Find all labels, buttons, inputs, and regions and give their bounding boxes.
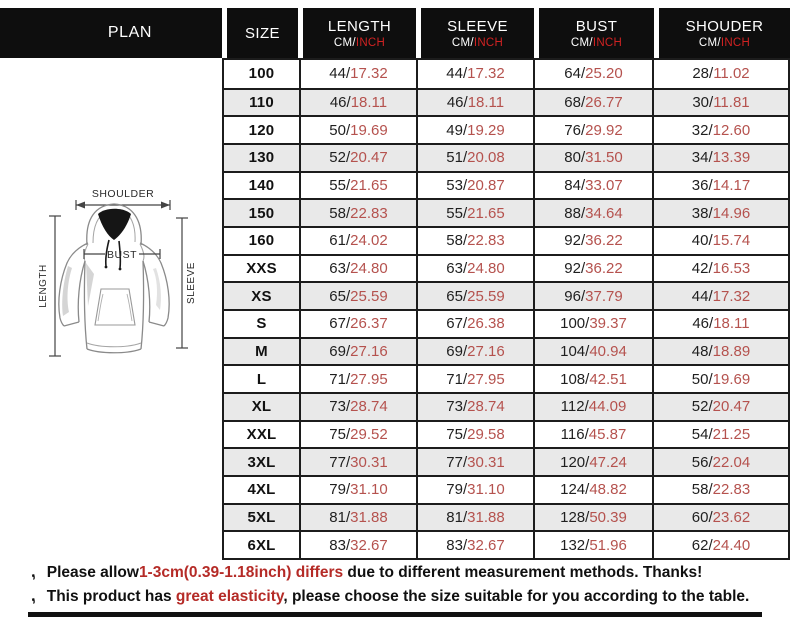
header-length <box>298 8 416 58</box>
inch-value: 26.77 <box>585 93 623 111</box>
inch-value: 20.08 <box>467 149 505 167</box>
cm-value: 75/ <box>446 425 468 443</box>
bust-unit <box>571 37 622 49</box>
cm-value: 92/ <box>564 259 586 277</box>
inch-value: 32.67 <box>350 536 388 554</box>
measurement-cell <box>416 364 533 392</box>
header-size <box>222 8 298 58</box>
measurement-cell <box>416 226 533 254</box>
measurement-cell <box>299 392 416 420</box>
inch-value: 14.17 <box>712 176 751 194</box>
inch-value: 22.83 <box>350 204 388 222</box>
cm-value: 28/ <box>692 65 714 83</box>
cm-value: 46/ <box>446 93 468 111</box>
size-cell: 150 <box>224 198 299 226</box>
shoulder-label: SHOUDER <box>685 17 764 35</box>
inch-value: 37.79 <box>585 287 623 305</box>
inch-value: 47.24 <box>589 453 627 471</box>
inch-value: 33.07 <box>585 176 623 194</box>
size-cell: 120 <box>224 115 299 143</box>
inch-value: 30.31 <box>350 453 388 471</box>
cm-value: 58/ <box>446 232 468 250</box>
measurement-cell <box>533 447 652 475</box>
measurement-cell <box>299 309 416 337</box>
note-text: This product has <box>46 588 176 605</box>
measurement-cell <box>299 143 416 171</box>
inch-value: 25.59 <box>350 287 388 305</box>
inch-value: 19.69 <box>712 370 751 388</box>
cm-value: 42/ <box>691 259 713 277</box>
cm-value: 48/ <box>691 342 713 360</box>
inch-value: 17.32 <box>350 65 388 83</box>
header-shoulder <box>654 8 790 58</box>
cm-value: 100/ <box>560 315 590 333</box>
shoulder-dim-label: SHOULDER <box>91 188 155 200</box>
measurement-cell <box>416 475 533 503</box>
measurement-cell <box>533 392 652 420</box>
measurement-cell <box>299 226 416 254</box>
inch-value: 26.37 <box>350 315 388 333</box>
inch-value: 20.47 <box>712 398 751 416</box>
cm-value: 83/ <box>329 536 351 554</box>
inch-value: 21.65 <box>350 176 388 194</box>
inch-value: 31.10 <box>467 481 505 499</box>
inch-value: 14.96 <box>712 204 751 222</box>
cm-value: 77/ <box>446 453 468 471</box>
inch-value: 27.95 <box>350 370 388 388</box>
inch-value: 15.74 <box>712 232 751 250</box>
cm-value: 49/ <box>446 121 468 139</box>
inch-value: 34.64 <box>585 204 623 222</box>
cm-value: 120/ <box>560 453 590 471</box>
measurement-cell <box>652 309 788 337</box>
inch-value: 48.82 <box>589 481 627 499</box>
measurement-cell <box>533 309 652 337</box>
size-cell: 5XL <box>224 503 299 531</box>
inch-value: 42.51 <box>589 370 627 388</box>
cm-value: 81/ <box>329 508 351 526</box>
cm-value: 77/ <box>329 453 351 471</box>
note-text: Please allow <box>46 564 139 581</box>
inch-value: 26.38 <box>467 315 505 333</box>
sleeve-unit <box>452 37 503 49</box>
measurement-cell <box>652 392 788 420</box>
measurement-cell <box>416 281 533 309</box>
inch-value: 22.04 <box>712 453 751 471</box>
cm-value: 75/ <box>329 425 351 443</box>
cm-value: 36/ <box>691 176 713 194</box>
measurement-cell <box>416 392 533 420</box>
note-text: , please choose the size suitable for you according to the table. <box>283 588 750 605</box>
measurement-cell <box>416 88 533 116</box>
inch-value: 21.25 <box>712 425 751 443</box>
measurement-cell <box>652 364 788 392</box>
size-cell: S <box>224 309 299 337</box>
cm-value: 56/ <box>691 453 713 471</box>
measurement-cell <box>416 60 533 88</box>
inch-value: 20.87 <box>467 176 505 194</box>
cm-value: 68/ <box>564 93 586 111</box>
measurement-cell <box>533 475 652 503</box>
inch-value: 21.65 <box>467 204 505 222</box>
cm-value: 58/ <box>329 204 351 222</box>
measurement-cell <box>299 88 416 116</box>
inch-value: 24.40 <box>712 536 751 554</box>
inch-value: 24.80 <box>467 259 505 277</box>
measurement-cell <box>299 420 416 448</box>
inch-value: 31.88 <box>467 508 505 526</box>
measurement-cell <box>652 503 788 531</box>
note-line <box>30 584 774 608</box>
measurement-cell <box>299 337 416 365</box>
cm-value: 69/ <box>329 342 351 360</box>
cm-value: 88/ <box>564 204 586 222</box>
measurement-cell <box>533 281 652 309</box>
measurement-cell <box>652 60 788 88</box>
measurement-cell <box>299 171 416 199</box>
cm-value: 46/ <box>692 315 714 333</box>
inch-value: 22.83 <box>467 232 505 250</box>
inch-value: 18.11 <box>713 315 750 333</box>
cm-value: 76/ <box>564 121 586 139</box>
cm-value: 52/ <box>329 149 351 167</box>
inch-value: 27.16 <box>350 342 388 360</box>
shoulder-unit <box>699 37 750 49</box>
note-bullet: , <box>28 561 37 582</box>
cm-value: 73/ <box>329 398 351 416</box>
measurement-cell <box>299 530 416 558</box>
size-cell: M <box>224 337 299 365</box>
cm-value: 84/ <box>564 176 586 194</box>
cm-value: 65/ <box>446 287 468 305</box>
measurement-cell <box>299 254 416 282</box>
size-cell: 160 <box>224 226 299 254</box>
cm-value: 62/ <box>691 536 713 554</box>
cm-value: 55/ <box>446 204 468 222</box>
measurement-cell <box>652 447 788 475</box>
size-cell: 3XL <box>224 447 299 475</box>
size-cell: XS <box>224 281 299 309</box>
hoodie-illustration <box>0 58 222 560</box>
measurement-cell <box>299 364 416 392</box>
measurement-cell <box>416 337 533 365</box>
notes <box>30 560 774 608</box>
sleeve-dim-label: SLEEVE <box>186 262 197 304</box>
inch-value: 24.02 <box>350 232 388 250</box>
header-bust <box>534 8 654 58</box>
cm-value: 63/ <box>446 259 468 277</box>
cm-value: 32/ <box>691 121 713 139</box>
cm-value: 71/ <box>446 370 468 388</box>
cm-value: 54/ <box>691 425 713 443</box>
header-sleeve <box>416 8 534 58</box>
note-line <box>30 560 774 584</box>
cm-value: 132/ <box>560 536 590 554</box>
cm-value: 81/ <box>446 508 468 526</box>
inch-value: 23.62 <box>712 508 751 526</box>
inch-value: 30.31 <box>467 453 505 471</box>
inch-value: 19.29 <box>467 121 505 139</box>
cm-value: 40/ <box>691 232 713 250</box>
size-cell: 140 <box>224 171 299 199</box>
measurement-cell <box>533 171 652 199</box>
cm-value: 44/ <box>329 65 351 83</box>
cm-value: 38/ <box>691 204 713 222</box>
inch-value: 19.69 <box>350 121 388 139</box>
header-plan <box>0 8 222 58</box>
measurement-cell <box>533 226 652 254</box>
measurement-cell <box>652 475 788 503</box>
cm-value: 124/ <box>560 481 590 499</box>
measurement-cell <box>533 88 652 116</box>
inch-value: 29.58 <box>467 425 505 443</box>
size-cell: 110 <box>224 88 299 116</box>
inch-value: 31.88 <box>350 508 388 526</box>
measurement-cell <box>533 337 652 365</box>
measurement-cell <box>416 198 533 226</box>
note-bullet: , <box>28 585 37 606</box>
length-unit <box>334 37 385 49</box>
length-label: LENGTH <box>327 17 392 35</box>
inch-value: 18.11 <box>350 93 388 111</box>
inch-value: 39.37 <box>589 315 627 333</box>
measurement-cell <box>652 115 788 143</box>
cm-value: 116/ <box>560 425 589 443</box>
measurement-cell <box>652 281 788 309</box>
bust-label: BUST <box>575 17 618 35</box>
inch-value: 25.59 <box>467 287 505 305</box>
size-cell: 6XL <box>224 530 299 558</box>
cm-value: 108/ <box>560 370 590 388</box>
cm-value: 92/ <box>564 232 586 250</box>
measurement-cell <box>416 171 533 199</box>
note-text: great elasticity <box>175 588 284 605</box>
size-cell: 4XL <box>224 475 299 503</box>
inch-value: 28.74 <box>467 398 505 416</box>
cm-value: 53/ <box>446 176 468 194</box>
measurement-cell <box>652 226 788 254</box>
inch-value: 17.32 <box>712 287 751 305</box>
measurement-cell <box>533 420 652 448</box>
cm-value: 79/ <box>446 481 468 499</box>
measurement-cell <box>652 420 788 448</box>
inch-value: 29.52 <box>350 425 388 443</box>
cm-value: 55/ <box>329 176 351 194</box>
cm-value: 128/ <box>560 508 590 526</box>
cm-value: 50/ <box>329 121 351 139</box>
measurement-cell <box>416 420 533 448</box>
inch-value: 16.53 <box>712 259 751 277</box>
measurement-cell <box>299 281 416 309</box>
measurement-cell <box>652 143 788 171</box>
measurement-cell <box>533 364 652 392</box>
unit-cm: CM/ <box>698 36 721 49</box>
cm-value: 67/ <box>329 315 351 333</box>
inch-value: 11.81 <box>713 93 750 111</box>
size-cell: 100 <box>248 65 275 83</box>
size-label: SIZE <box>245 24 280 42</box>
cm-value: 58/ <box>691 481 713 499</box>
measurement-cell <box>416 447 533 475</box>
cm-value: 64/ <box>564 65 586 83</box>
measurement-cell <box>416 309 533 337</box>
inch-value: 17.32 <box>467 65 505 83</box>
inch-value: 45.87 <box>588 425 627 443</box>
length-dim-label: LENGTH <box>38 264 49 308</box>
inch-value: 31.50 <box>585 149 623 167</box>
measurement-cell <box>299 447 416 475</box>
measurement-cell <box>416 115 533 143</box>
size-cell: XXS <box>224 254 299 282</box>
bust-dim-label: BUST <box>106 249 138 261</box>
cm-value: 112/ <box>560 398 589 416</box>
cm-value: 67/ <box>446 315 468 333</box>
measurement-cell <box>416 503 533 531</box>
measurement-cell <box>652 88 788 116</box>
table-header <box>0 8 790 58</box>
inch-value: 22.83 <box>712 481 751 499</box>
cm-value: 44/ <box>691 287 713 305</box>
cm-value: 52/ <box>691 398 713 416</box>
size-cell: XL <box>224 392 299 420</box>
inch-value: 36.22 <box>585 232 623 250</box>
measurement-cell <box>652 530 788 558</box>
measurement-cell <box>533 503 652 531</box>
note-text: 1-3cm(0.39-1.18inch) differs <box>138 564 344 581</box>
cm-value: 44/ <box>446 65 468 83</box>
measurement-cell <box>533 115 652 143</box>
inch-value: 27.16 <box>467 342 505 360</box>
unit-cm: CM/ <box>570 36 593 49</box>
cm-value: 104/ <box>560 342 590 360</box>
inch-value: 36.22 <box>585 259 623 277</box>
cm-value: 61/ <box>329 232 351 250</box>
cm-value: 96/ <box>564 287 586 305</box>
note-text: due to different measurement methods. Thanks! <box>343 564 703 581</box>
cm-value: 46/ <box>329 93 351 111</box>
measurement-cell <box>533 530 652 558</box>
cm-value: 65/ <box>329 287 351 305</box>
measurement-cell <box>533 60 652 88</box>
measurement-cell <box>652 171 788 199</box>
inch-value: 51.96 <box>589 536 627 554</box>
unit-cm: CM/ <box>451 36 474 49</box>
measurement-cell <box>652 198 788 226</box>
plan-label: PLAN <box>107 24 153 41</box>
sleeve-label: SLEEVE <box>447 17 508 35</box>
inch-value: 12.60 <box>712 121 751 139</box>
cm-value: 50/ <box>691 370 713 388</box>
measurement-cell <box>416 530 533 558</box>
inch-value: 24.80 <box>350 259 388 277</box>
cm-value: 30/ <box>692 93 714 111</box>
cm-value: 51/ <box>446 149 468 167</box>
inch-value: 29.92 <box>585 121 623 139</box>
measurement-cell <box>533 143 652 171</box>
inch-value: 18.11 <box>467 93 505 111</box>
measurement-cell <box>416 143 533 171</box>
inch-value: 44.09 <box>588 398 627 416</box>
measurement-cell <box>299 503 416 531</box>
inch-value: 18.89 <box>712 342 751 360</box>
cm-value: 60/ <box>691 508 713 526</box>
measurement-cell <box>299 60 416 88</box>
measurement-cell <box>652 254 788 282</box>
cm-value: 34/ <box>691 149 713 167</box>
inch-value: 28.74 <box>350 398 388 416</box>
inch-value: 25.20 <box>585 65 623 83</box>
unit-cm: CM/ <box>333 36 356 49</box>
size-cell: 130 <box>224 143 299 171</box>
inch-value: 40.94 <box>589 342 627 360</box>
unit-inch: INCH <box>720 36 751 49</box>
inch-value: 20.47 <box>350 149 388 167</box>
table-body <box>222 58 790 560</box>
measurement-cell <box>416 254 533 282</box>
measurement-cell <box>299 115 416 143</box>
cm-value: 80/ <box>564 149 586 167</box>
inch-value: 50.39 <box>589 508 627 526</box>
inch-value: 11.02 <box>713 65 750 83</box>
measurement-cell <box>299 475 416 503</box>
size-cell: L <box>224 364 299 392</box>
inch-value: 31.10 <box>350 481 388 499</box>
measurement-cell <box>299 198 416 226</box>
unit-inch: INCH <box>473 36 504 49</box>
cm-value: 63/ <box>329 259 351 277</box>
inch-value: 32.67 <box>467 536 505 554</box>
inch-value: 13.39 <box>712 149 751 167</box>
measurement-cell <box>652 337 788 365</box>
cm-value: 71/ <box>329 370 351 388</box>
hoodie-diagram <box>0 58 222 560</box>
bottom-divider <box>28 612 762 617</box>
inch-value: 27.95 <box>467 370 505 388</box>
unit-inch: INCH <box>592 36 623 49</box>
measurement-cell <box>533 254 652 282</box>
measurement-cell <box>533 198 652 226</box>
cm-value: 79/ <box>329 481 351 499</box>
size-cell: XXL <box>224 420 299 448</box>
cm-value: 73/ <box>446 398 468 416</box>
unit-inch: INCH <box>355 36 386 49</box>
cm-value: 69/ <box>446 342 468 360</box>
cm-value: 83/ <box>446 536 468 554</box>
